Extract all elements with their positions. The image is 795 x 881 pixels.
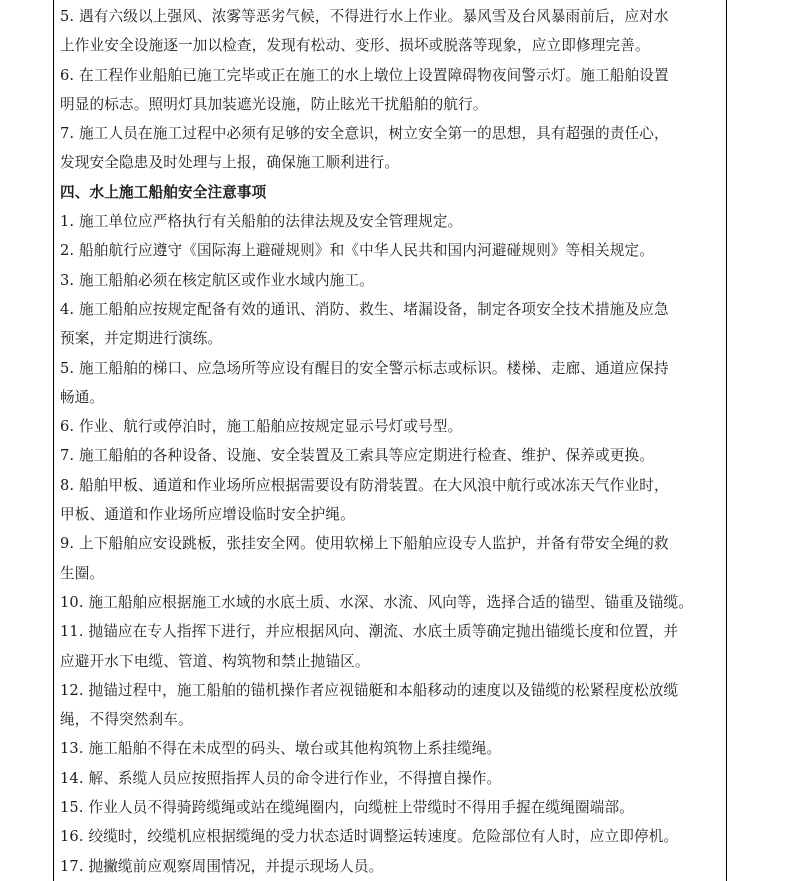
text-line-ship-10: 10. 施工船舶应根据施工水域的水底土质、水深、水流、风向等，选择合适的锚型、锚重及锚缆。: [60, 593, 693, 611]
text-line-ship-17: 17. 抛撇缆前应观察周围情况，并提示现场人员。: [60, 857, 384, 875]
text-line-item-6: 6. 在工程作业船舶已施工完毕或正在施工的水上墩位上设置障碍物夜间警示灯。施工船舶设置: [60, 66, 669, 84]
text-line-item-7-cont: 发现安全隐患及时处理与上报，确保施工顺利进行。: [60, 154, 400, 172]
text-line-ship-8: 8. 船舶甲板、通道和作业场所应根据需要设有防滑装置。在大风浪中航行或冰冻天气作业时，: [60, 476, 669, 494]
text-line-ship-4-cont: 预案，并定期进行演练。: [60, 330, 223, 348]
text-line-ship-2: 2. 船舶航行应遵守《国际海上避碰规则》和《中华人民共和国内河避碰规则》等相关规定。: [60, 242, 655, 260]
text-line-item-6-cont: 明显的标志。照明灯具加装遮光设施，防止眩光干扰船舶的航行。: [60, 95, 488, 113]
text-line-ship-5-cont: 畅通。: [60, 388, 105, 406]
text-line-item-5-cont: 上作业安全设施逐一加以检查，发现有松动、变形、损坏或脱落等现象，应立即修理完善。: [60, 37, 650, 55]
text-line-ship-5: 5. 施工船舶的梯口、应急场所等应设有醒目的安全警示标志或标识。楼梯、走廊、通道应保持: [60, 359, 669, 377]
text-line-item-7: 7. 施工人员在施工过程中必须有足够的安全意识，树立安全第一的思想，具有超强的责任心，: [60, 125, 669, 143]
text-line-ship-11-cont: 应避开水下电缆、管道、构筑物和禁止抛锚区。: [60, 652, 370, 670]
text-line-ship-11: 11. 抛锚应在专人指挥下进行，并应根据风向、潮流、水底土质等确定抛出锚缆长度和位置，并: [60, 623, 679, 641]
text-line-ship-14: 14. 解、系缆人员应按照指挥人员的命令进行作业，不得擅自操作。: [60, 769, 502, 787]
text-line-item-5: 5. 遇有六级以上强风、浓雾等恶劣气候，不得进行水上作业。暴风雪及台风暴雨前后，应对水: [60, 8, 669, 25]
text-line-ship-6: 6. 作业、航行或停泊时，施工船舶应按规定显示号灯或号型。: [60, 418, 463, 436]
text-line-ship-16: 16. 绞缆时，绞缆机应根据缆绳的受力状态适时调整运转速度。危险部位有人时，应立即停机。: [60, 828, 679, 846]
text-line-ship-3: 3. 施工船舶必须在核定航区或作业水域内施工。: [60, 271, 374, 289]
text-line-ship-1: 1. 施工单位应严格执行有关船舶的法律法规及安全管理规定。: [60, 213, 463, 231]
section-heading: 四、水上施工船舶安全注意事项: [60, 183, 267, 201]
text-line-ship-4: 4. 施工船舶应按规定配备有效的通讯、消防、救生、堵漏设备，制定各项安全技术措施及应急: [60, 300, 669, 318]
text-line-ship-15: 15. 作业人员不得骑跨缆绳或站在缆绳圈内，向缆桩上带缆时不得用手握在缆绳圈端部。: [60, 799, 634, 817]
text-line-ship-8-cont: 甲板、通道和作业场所应增设临时安全护绳。: [60, 506, 355, 524]
text-line-ship-7: 7. 施工船舶的各种设备、设施、安全装置及工索具等应定期进行检查、维护、保养或更换。: [60, 447, 655, 465]
text-line-ship-13: 13. 施工船舶不得在未成型的码头、墩台或其他构筑物上系挂缆绳。: [60, 740, 502, 758]
text-line-ship-9: 9. 上下船舶应安设跳板，张挂安全网。使用软梯上下船舶应设专人监护，并备有带安全绳的救: [60, 535, 669, 553]
text-line-ship-12: 12. 抛锚过程中，施工船舶的锚机操作者应视锚艇和本船移动的速度以及锚缆的松紧程度松放缆: [60, 681, 679, 699]
text-line-ship-9-cont: 生圈。: [60, 564, 105, 582]
document-body: [60, 2, 724, 881]
text-line-ship-12-cont: 绳，不得突然刹车。: [60, 711, 193, 729]
